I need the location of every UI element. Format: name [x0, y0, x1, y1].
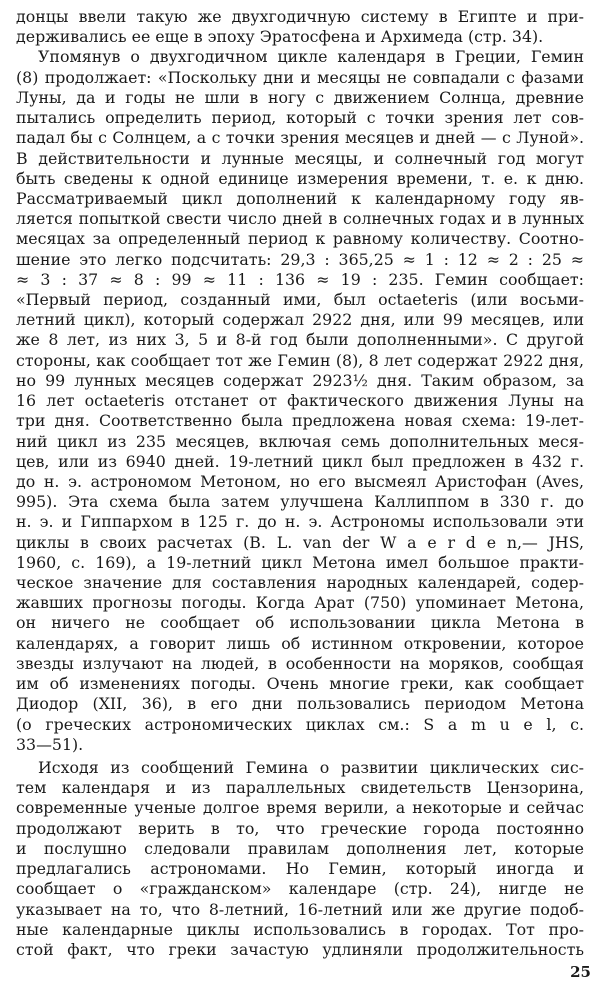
text-line: три дня. Соответственно была предложена новая схема: 19-лет- [16, 411, 584, 430]
text-line: ляется попыткой свести число дней в солнечных годах и в лунных [16, 209, 584, 228]
text-line: месяцах за определенный период к равному количеству. Соотно- [16, 229, 584, 248]
text-line: н. э. и Гиппархом в 125 г. до н. э. Астрономы использовали эти [16, 512, 584, 531]
text-line: держивались ее еще в эпоху Эратосфена и Архимеда (стр. 34). [16, 27, 544, 46]
text-line: В действительности и лунные месяцы, и солнечный год могут [16, 149, 584, 168]
text-line: современные ученые долгое время верили, а некоторые и сейчас [16, 798, 584, 817]
text-line: указывает на то, что 8-летний, 16-летний или же другие подоб- [16, 900, 584, 919]
text-line: ческое значение для составления народных календарей, содер- [16, 573, 584, 592]
text-line: (о греческих астрономических циклах см.: S a m u e l, с. [16, 715, 584, 734]
text-line: 1960, с. 169), а 19-летний цикл Метона имел большое практи- [16, 553, 584, 572]
text-line: но 99 лунных месяцев содержат 2923½ дня. Таким образом, за [16, 371, 584, 390]
text-line: Упомянув о двухгодичном цикле календаря в Греции, Гемин [38, 47, 584, 66]
text-line: «Первый период, созданный ими, был octaeteris (или восьми- [16, 290, 584, 309]
text-line: циклы в своих расчетах (B. L. van der W a e r d e n,— JHS, [16, 533, 584, 552]
text-line: ний цикл из 235 месяцев, включая семь дополнительных меся- [16, 432, 584, 451]
text-line: он ничего не сообщает об использовании цикла Метона в [16, 613, 584, 632]
text-line: 995). Эта схема была затем улучшена Каллиппом в 330 г. до [16, 492, 584, 511]
text-line: ные календарные циклы использовались в городах. Тот про- [16, 920, 584, 939]
text-line: им об изменениях погоды. Очень многие греки, как сообщает [16, 674, 584, 693]
text-line: тем календаря и из параллельных свидетельств Цензорина, [16, 778, 584, 797]
page-number: 25 [570, 963, 591, 981]
text-line: быть сведены к одной единице измерения времени, т. е. к дню. [16, 169, 584, 188]
text-line: падал бы с Солнцем, а с точки зрения месяцев и дней — с Луной». [16, 128, 584, 147]
text-line: стороны, как сообщает тот же Гемин (8), 8 лет содержат 2922 дня, [16, 351, 584, 370]
text-line: и послушно следовали правилам дополнения лет, которые [16, 839, 584, 858]
text-line: летний цикл), который содержал 2922 дня, или 99 месяцев, или [16, 310, 584, 329]
text-line: Луны, да и годы не шли в ногу с движением Солнца, древние [16, 88, 584, 107]
text-line: сообщает о «гражданском» календаре (стр. 24), нигде не [16, 879, 584, 898]
text-line: донцы ввели такую же двухгодичную систему в Египте и при- [16, 7, 584, 26]
text-line: пытались определить период, который с точки зрения лет сов- [16, 108, 584, 127]
text-line: до н. э. астрономом Метоном, но его высмеял Аристофан (Aves, [16, 472, 584, 491]
text-line: цев, или из 6940 дней. 19-летний цикл был предложен в 432 г. [16, 452, 584, 471]
text-line: жавших прогнозы погоды. Когда Арат (750) упоминает Метона, [16, 593, 584, 612]
text-line: ≈ 3 : 37 ≈ 8 : 99 ≈ 11 : 136 ≈ 19 : 235. Гемин сообщает: [16, 270, 584, 289]
text-line: 33—51). [16, 735, 84, 754]
text-line: звезды излучают на людей, в особенности на моряков, сообщая [16, 654, 584, 673]
text-line: стой факт, что греки зачастую удлиняли продолжительность [16, 940, 584, 959]
text-line: (8) продолжает: «Поскольку дни и месяцы не совпадали с фазами [16, 68, 584, 87]
text-line: же 8 лет, из них 3, 5 и 8-й год были дополненными». С другой [16, 330, 584, 349]
text-line: Диодор (XII, 36), в его дни пользовались периодом Метона [16, 694, 584, 713]
text-line: Исходя из сообщений Гемина о развитии циклических сис- [38, 758, 584, 777]
text-line: продолжают верить в то, что греческие города постоянно [16, 819, 584, 838]
text-line: предлагались астрономами. Но Гемин, который иногда и [16, 859, 584, 878]
text-line: календарях, а говорит лишь об истинном откровении, которое [16, 634, 584, 653]
text-line: Рассматриваемый цикл дополнений к календарному году яв- [16, 189, 584, 208]
text-line: шение это легко подсчитать: 29,3 : 365,25 ≈ 1 : 12 ≈ 2 : 25 ≈ [16, 250, 584, 269]
text-line: 16 лет octaeteris отстанет от фактического движения Луны на [16, 391, 584, 410]
